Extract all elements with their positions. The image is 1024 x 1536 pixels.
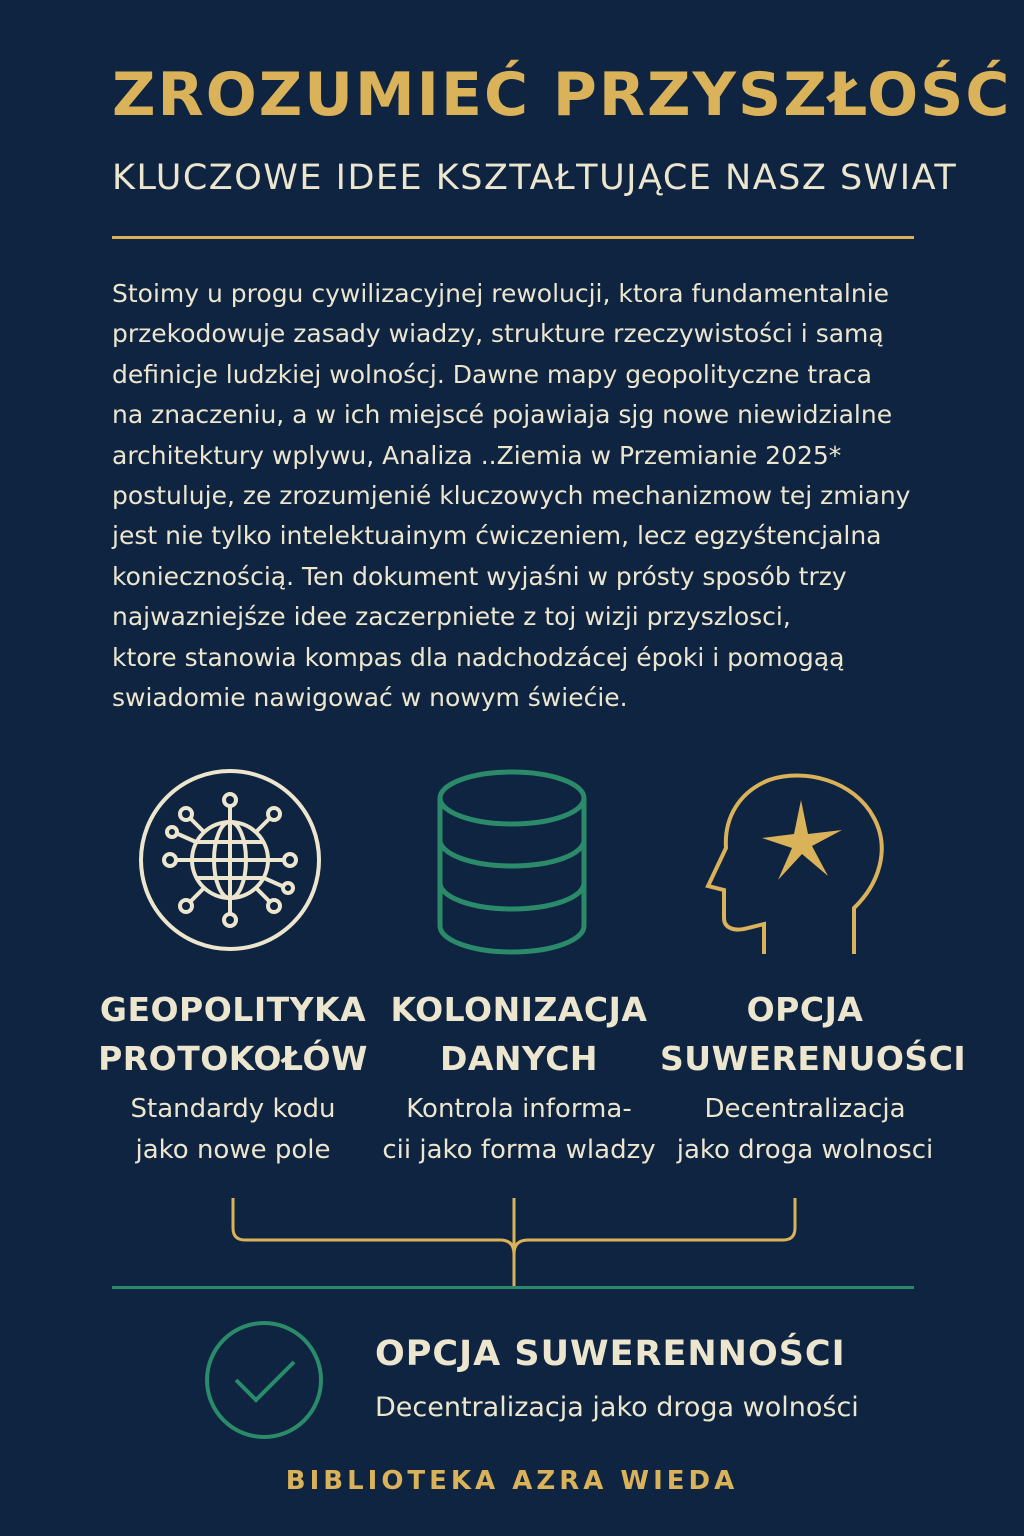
summary-title: OPCJA SUWERENNOŚCI [375, 1334, 846, 1374]
idea-description: jako droga wolnosci [676, 1135, 934, 1165]
idea-heading: PROTOKOŁÓW [98, 1039, 368, 1078]
intro-line: ktore stanowia kompas dla nadchodzácej époki i pomogąą [112, 642, 845, 672]
idea-heading: OPCJA [746, 990, 864, 1029]
intro-line: jest nie tylko intelektuainym ćwiczeniem, lecz egzyśtencjalna [112, 521, 882, 551]
summary-description: Decentralizacja jako droga wolności [375, 1392, 859, 1423]
idea-heading: GEOPOLITYKA [99, 990, 367, 1029]
intro-line: Stoimy u progu cywilizacyjnej rewolucji, ktora fundamentalnie [112, 279, 890, 308]
divider [112, 236, 914, 239]
divider-green [112, 1286, 914, 1289]
intro-paragraph [112, 274, 972, 718]
idea-heading: SUWERENUOŚCI [660, 1039, 967, 1078]
intro-line: definicje ludzkiej wolnoścj. Dawne mapy geopolityczne traca [112, 359, 872, 389]
idea-heading: DANYCH [439, 1039, 599, 1078]
intro-line: przekodowuje zasady wiadzy, strukture rzeczywistości i samą [112, 319, 884, 349]
intro-line: swiadomie nawigować w nowym świećie. [112, 683, 628, 713]
idea-card-geopolitics [88, 985, 378, 1171]
page-subtitle: KLUCZOWE IDEE KSZTAŁTUJĄCE NASZ SWIAT [112, 158, 958, 198]
intro-line: na znaczeniu, a w ich miejscé pojawiaja sjg nowe niewidzialne [112, 400, 893, 430]
idea-card-sovereignty [660, 985, 967, 1171]
idea-description: jako nowe pole [135, 1135, 331, 1165]
idea-heading: KOLONIZACJA [390, 990, 648, 1029]
idea-description: cii jako forma wladzy [382, 1135, 656, 1165]
intro-line: postuluje, ze zrozumjenié kluczowych mechanizmow tej zmiany [112, 481, 911, 511]
intro-line: architektury wplywu, Analiza ..Ziemia w Przemianie 2025* [112, 440, 842, 470]
connector-bracket [0, 1190, 1024, 1290]
page-title: ZROZUMIEĆ PRZYSZŁOŚĆ [112, 60, 1012, 130]
intro-line: koniecznością. Ten dokument wyjaśni w prósty sposób trzy [112, 561, 847, 591]
head-star-icon [704, 768, 888, 958]
database-icon [420, 768, 604, 958]
idea-description: Standardy kodu [130, 1094, 336, 1124]
idea-card-data-colonization [374, 985, 664, 1171]
idea-description: Kontrola informa- [406, 1094, 632, 1124]
intro-line: najwazniejśze idee zaczerpniete z toj wizji przyszlosci, [112, 602, 791, 632]
check-circle-icon [204, 1320, 324, 1440]
footer-brand: BIBLIOTEKA AZRA WIEDA [285, 1466, 739, 1496]
idea-description: Decentralizacja [704, 1094, 906, 1124]
globe-network-icon [138, 768, 322, 958]
